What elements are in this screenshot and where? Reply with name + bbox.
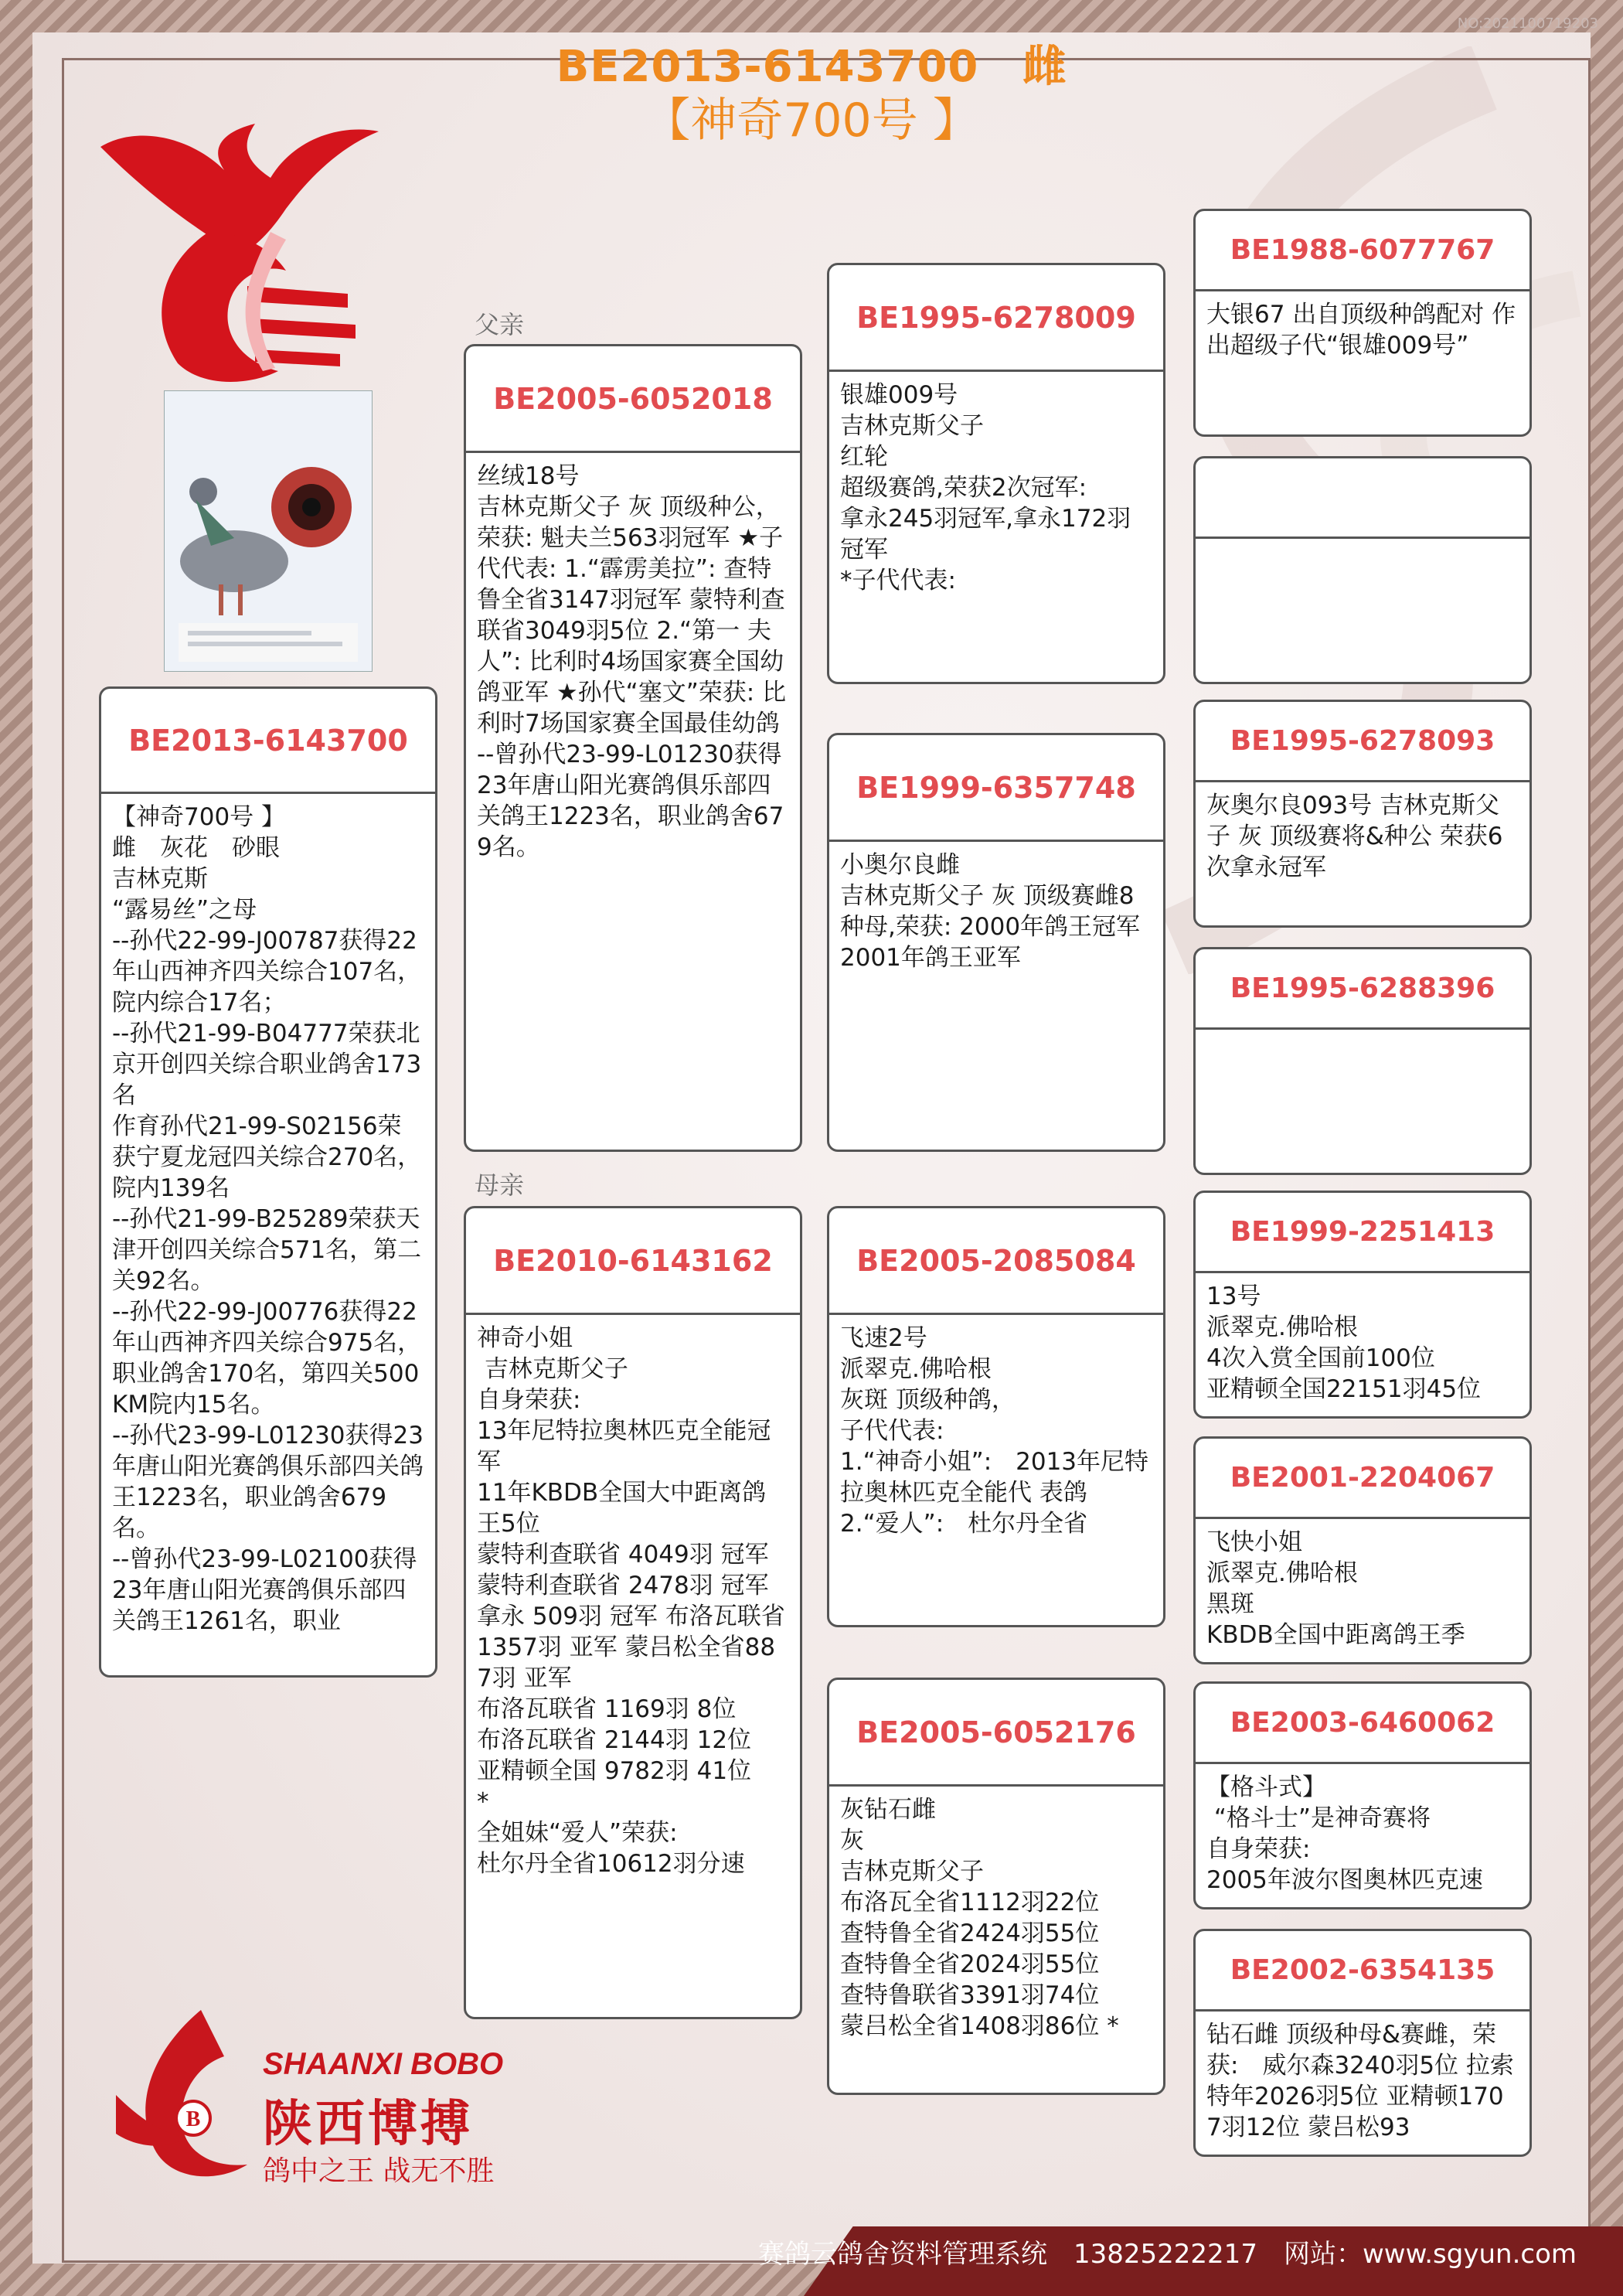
ggp-ring-4: BE1995-6288396	[1196, 949, 1529, 1030]
ggp-details-7: 【格斗式】 “格斗士”是神奇赛将 自身荣获: 2005年波尔图奥林匹克速	[1206, 1773, 1483, 1894]
ggp-details-8: 钻石雌 顶级种母&赛雌，荣获: 威尔森3240羽5位 拉索特年2026羽5位 亚精顿1707羽12位 蒙吕松93	[1206, 2021, 1514, 2141]
ggp-card-4	[1193, 947, 1532, 1175]
sire-ring: BE2005-6052018	[466, 346, 800, 453]
ggp-card-8	[1193, 1929, 1532, 2157]
header-ring-sex: BE2013-6143700 雌	[556, 42, 1067, 92]
ggp-details-3: 灰奥尔良093号 吉林克斯父子 灰 顶级赛将&种公 荣获6次拿永冠军	[1206, 792, 1503, 881]
sire-sire-card	[827, 263, 1165, 684]
dam-details: 神奇小姐 吉林克斯父子 自身荣获: 13年尼特拉奥林匹克全能冠军 11年KBDB全国大中距离鸽王5位 蒙特利查联省 4049羽 冠军 蒙特利查联省 2478羽 冠军 拿永 509羽 冠军 布洛瓦联省 1357羽 亚军 蒙吕松全省887羽 亚军 布洛瓦联省 1169羽 8位 布洛瓦联省 2144羽 12位 亚精顿全国 9782羽 41位 * 全姐妹“爱人”荣获: 杜尔丹全省10612羽分速	[477, 1324, 785, 1878]
ggp-card-7	[1193, 1681, 1532, 1909]
dam-sire-card	[827, 1206, 1165, 1627]
subject-details: 【神奇700号 】 雌 灰花 砂眼 吉林克斯 “露易丝”之母 --孙代22-99-J00787获得22年山西神齐四关综合107名，院内综合17名； --孙代21-99-B04777荣获北京开创四关综合职业鸽舍173名 作育孙代21-99-S02156荣获宁夏龙冠四关综合270名，院内139名 --孙代21-99-B25289荣获天津开创四关综合571名，第二关92名。 --孙代22-99-J00776获得22年山西神齐四关综合975名，职业鸽舍170名，第四关500KM院内15名。 --孙代23-99-L01230获得23年唐山阳光赛鸽俱乐部四关鸽王1223名，职业鸽舍679名。 --曾孙代23-99-L02100获得23年唐山阳光赛鸽俱乐部四关鸽王1261名，职业	[112, 803, 424, 1635]
footer-contact: 赛鸽云鸽舍资料管理系统 13825222217 网站：www.sgyun.com	[758, 2239, 1577, 2270]
ggp-ring-7: BE2003-6460062	[1196, 1684, 1529, 1764]
sire-dam-details: 小奥尔良雌 吉林克斯父子 灰 顶级赛雌8种母,荣获: 2000年鸽王冠军 2001年鸽王亚军	[840, 851, 1141, 972]
ggp-details-2	[1196, 539, 1529, 554]
ggp-details-4	[1196, 1030, 1529, 1045]
ggp-card-1	[1193, 209, 1532, 437]
sire-card	[464, 344, 802, 1152]
header-pigeon-name: 【神奇700号 】	[644, 94, 979, 148]
sire-dam-card	[827, 733, 1165, 1152]
ggp-card-6	[1193, 1436, 1532, 1664]
ggp-details-1: 大银67 出自顶级种鸽配对 作出超级子代“银雄009号”	[1206, 301, 1516, 359]
subject-card	[99, 686, 437, 1678]
father-label: 父亲	[475, 310, 525, 339]
pigeon-photo	[164, 390, 373, 672]
document-number: NO:2021100719203	[1457, 15, 1598, 32]
ggp-details-5: 13号 派翠克.佛哈根 4次入赏全国前100位 亚精顿全国22151羽45位	[1206, 1283, 1482, 1403]
pigeon-illustration-icon	[165, 391, 372, 671]
ggp-card-3	[1193, 700, 1532, 928]
dam-card	[464, 1206, 802, 2019]
sire-details: 丝绒18号 吉林克斯父子 灰 顶级种公，荣获: 魁夫兰563羽冠军 ★子代代表: 1.“霹雳美拉”: 查特鲁全省3147羽冠军 蒙特利查联省3049羽5位 2.“第一 夫人”: 比利时4场国家赛全国幼鸽亚军 ★孙代“塞文”荣获: 比利时7场国家赛全国最佳幼鸽 --曾孙代23-99-L01230获得23年唐山阳光赛鸽俱乐部四关鸽王1223名，职业鸽舍679名。	[477, 462, 787, 861]
sire-sire-ring: BE1995-6278009	[829, 265, 1163, 372]
ggp-card-5	[1193, 1191, 1532, 1419]
dam-dam-ring: BE2005-6052176	[829, 1680, 1163, 1787]
dam-dam-details: 灰钻石雌 灰 吉林克斯父子 布洛瓦全省1112羽22位 查特鲁全省2424羽55位 查特鲁全省2024羽55位 查特鲁联省3391羽74位 蒙吕松全省1408羽86位 *	[840, 1796, 1119, 2040]
dam-dam-card	[827, 1678, 1165, 2095]
mother-label: 母亲	[475, 1170, 525, 1200]
ggp-ring-1: BE1988-6077767	[1196, 211, 1529, 291]
ggp-ring-3: BE1995-6278093	[1196, 702, 1529, 782]
phoenix-logo-icon	[93, 116, 386, 394]
dam-sire-ring: BE2005-2085084	[829, 1208, 1163, 1315]
ggp-ring-8: BE2002-6354135	[1196, 1931, 1529, 2012]
subject-ring: BE2013-6143700	[101, 689, 435, 794]
ggp-details-6: 飞快小姐 派翠克.佛哈根 黑斑 KBDB全国中距离鸽王季	[1206, 1528, 1465, 1649]
ggp-ring-5: BE1999-2251413	[1196, 1193, 1529, 1273]
sire-sire-details: 银雄009号 吉林克斯父子 红轮 超级赛鸽,荣获2次冠军: 拿永245羽冠军,拿永172羽冠军 *子代代表:	[840, 381, 1131, 594]
svg-text:B: B	[185, 2107, 201, 2131]
brand-chinese-name: 陕西博搏	[263, 2096, 473, 2153]
dam-ring: BE2010-6143162	[466, 1208, 800, 1315]
sire-dam-ring: BE1999-6357748	[829, 735, 1163, 842]
dam-sire-details: 飞速2号 派翠克.佛哈根 灰斑 顶级种鸽， 子代代表: 1.“神奇小姐”: 2013年尼特拉奥林匹克全能代 表鸽 2.“爱人”: 杜尔丹全省	[840, 1324, 1149, 1538]
brand-bird-logo-icon	[108, 2002, 263, 2188]
ggp-ring-2	[1196, 458, 1529, 539]
brand-english-name: SHAANXI BOBO	[263, 2047, 504, 2081]
ggp-ring-6: BE2001-2204067	[1196, 1439, 1529, 1519]
brand-slogan: 鸽中之王 战无不胜	[263, 2155, 495, 2187]
ggp-card-2	[1193, 456, 1532, 684]
